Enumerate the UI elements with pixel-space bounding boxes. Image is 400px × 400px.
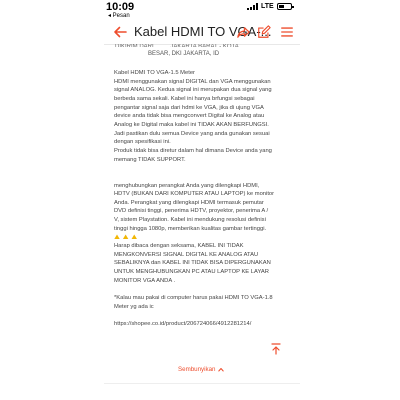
description-line: device anda tidak bisa mengconvert Digital ke Analog atau	[114, 113, 265, 120]
chevron-up-icon[interactable]	[218, 367, 224, 372]
warning-icon	[123, 234, 129, 239]
blank-line	[114, 285, 304, 294]
warning-icons-row	[114, 233, 304, 242]
description-line: Meter yg ada ic	[114, 303, 154, 310]
description-line: UNTUK MENGHUBUNGKAN PC ATAU LAPTOP KE LAYAR	[114, 269, 269, 276]
signal-icon	[247, 3, 258, 10]
description-line: Jadi pastikan dulu semua Device yang anda gunakan sesuai	[114, 130, 270, 137]
description-line: MENGKONVERSI SIGNAL DIGITAL KE ANALOG ATAU	[114, 251, 259, 258]
description-line: Kabel HDMI TO VGA-1.5 Meter	[114, 70, 195, 76]
shipping-origin-cutoff: DIKIRIM DARI ........ JAKARTA BARAT - KOTA ........	[115, 44, 254, 47]
network-type: LTE	[261, 3, 274, 10]
share-icon[interactable]	[236, 25, 251, 40]
description-line: V, sistem Playstation. Kabel ini mendukung resolusi definisi	[114, 217, 266, 224]
edit-icon[interactable]	[257, 25, 271, 39]
description-line: Harap dibaca dengan seksama, KABEL INI TIDAK	[114, 243, 244, 250]
bottom-divider	[104, 383, 300, 384]
description-line: HDTV (BUKAN DARI KOMPUTER ATAU LAPTOP) ke monitor	[114, 191, 275, 198]
warning-icon	[131, 234, 137, 239]
description-line: SEBALIKNYA dan KABEL INI TIDAK BISA DIPERGUNAKAN	[114, 260, 271, 267]
shipping-location: BESAR, DKI JAKARTA, ID	[148, 51, 220, 57]
scroll-to-top-icon[interactable]	[271, 343, 281, 355]
back-arrow-icon[interactable]	[112, 24, 128, 40]
description-line: pengantar signal saja dari hdmi ke VGA, jika di ujung VGA	[114, 104, 264, 111]
status-indicators	[247, 3, 292, 10]
back-to-app-link[interactable]: ◂ Pesan	[108, 13, 130, 19]
blank-line	[114, 164, 304, 173]
description-line: dengan spesifikasi ini.	[114, 139, 171, 146]
description-line: MONITOR VGA ANDA .	[114, 277, 176, 284]
description-line: *Kalau mau pakai di computer harus pakai HDMI TO VGA-1.8	[114, 295, 273, 302]
collapse-button[interactable]: Sembunyikan	[178, 366, 216, 373]
menu-icon[interactable]	[280, 25, 294, 39]
description-line: memang TIDAK SUPPORT.	[114, 156, 186, 163]
description-line: HDMI menggunakan signal DIGITAL dan VGA menggunakan	[114, 78, 271, 85]
description-line: signal ANALOG. Kedua signal ini merupakan dua signal yang	[114, 87, 272, 94]
battery-icon	[277, 3, 292, 10]
description-line: tinggi hingga 1080p, memberikan kualitas gambar tertinggi.	[114, 225, 267, 232]
description-line: Anda. Perangkat yang dilengkapi HDMI termasuk pemutar	[114, 199, 264, 206]
blank-line	[114, 173, 304, 182]
app-header	[0, 22, 400, 44]
page-title: Kabel HDMI TO VGA-...	[134, 24, 272, 39]
product-description	[114, 69, 304, 329]
warning-icon	[114, 234, 120, 239]
status-time: 10:09	[106, 1, 135, 13]
product-link[interactable]: https://shopee.co.id/product/206724066/4912281214/	[114, 320, 252, 327]
status-bar	[0, 0, 400, 22]
battery-level	[279, 5, 285, 8]
description-line: DVD definisi tinggi, penerima HDTV, proyektor, penerima A /	[114, 208, 269, 215]
description-line: Produk tidak bisa diretur dalam hal dimana Device anda yang	[114, 147, 272, 154]
description-line: Analog ke Digital maka kabel ini TIDAK AKAN BERFUNGSI.	[114, 121, 269, 128]
description-line: menghubungkan perangkat Anda yang dilengkapi HDMI,	[114, 182, 260, 189]
blank-line	[114, 311, 304, 320]
description-line: berbeda sama sekali. Kabel ini hanya brfungsi sebagai	[114, 95, 255, 102]
